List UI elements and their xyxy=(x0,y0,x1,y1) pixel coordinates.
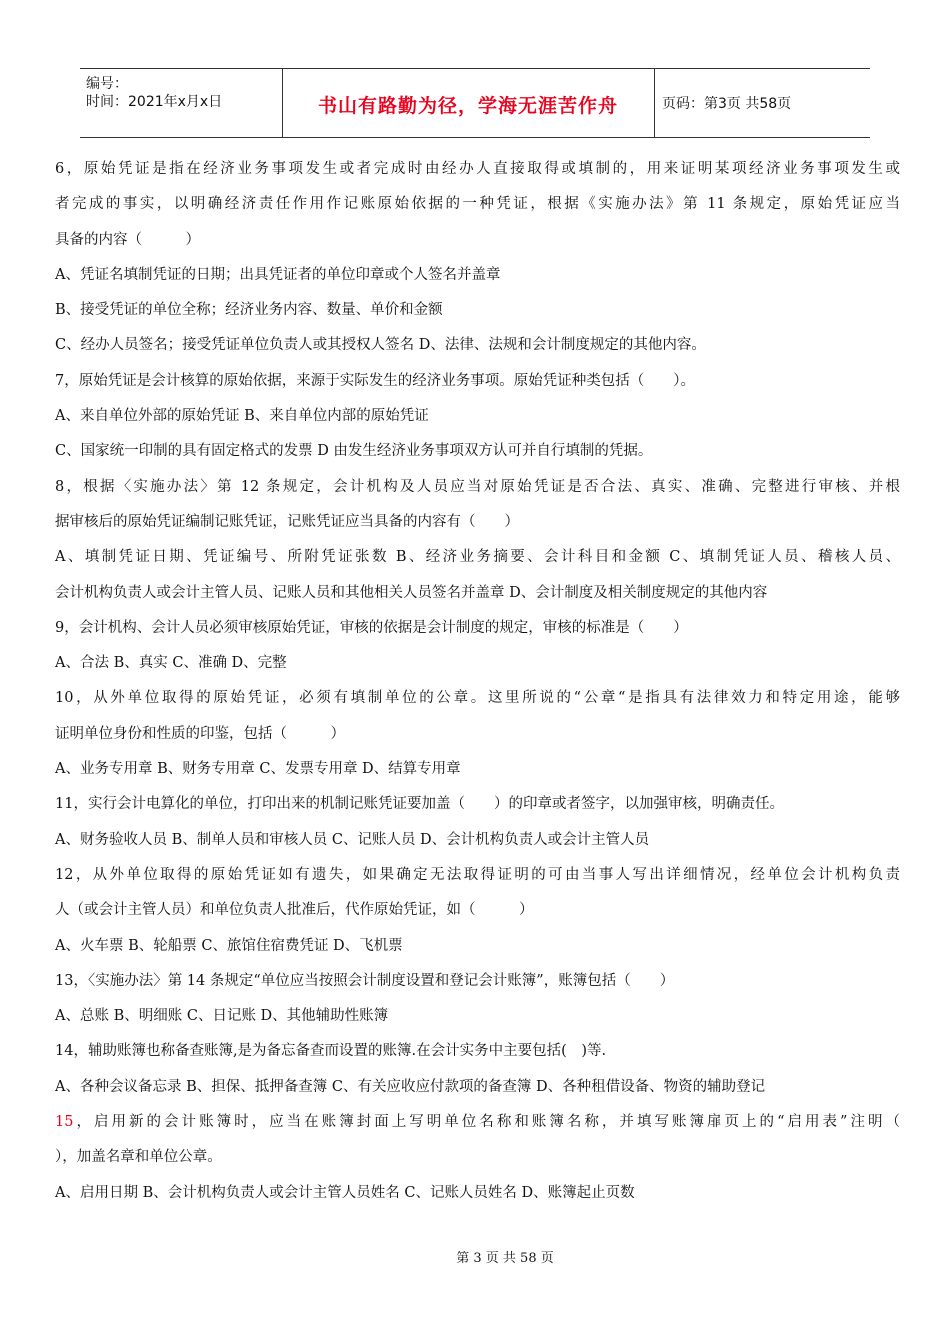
page-info: 页码：第3页 共58页 xyxy=(662,96,792,112)
page-header xyxy=(80,68,870,138)
text-line: 9，会计机构、会计人员必须审核原始凭证，审核的依据是会计制度的规定，审核的标准是（ ） xyxy=(55,619,688,636)
number-label: 编号： xyxy=(86,76,128,92)
text-line: A、合法 B、真实 C、准确 D、完整 xyxy=(55,655,287,672)
text-line: 者完成的事实，以明确经济责任作用作记账原始依据的一种凭证，根据《实施办法》第 11 条规定，原始凭证应当 xyxy=(55,196,900,213)
text-line: 具备的内容（ ） xyxy=(55,231,200,248)
question-15-number: 15 xyxy=(55,1114,74,1131)
text-line: 11，实行会计电算化的单位，打印出来的机制记账凭证要加盖（ ）的印章或者签字，以加强审核，明确责任。 xyxy=(55,796,784,813)
text-line: A、财务验收人员 B、制单人员和审核人员 C、记账人员 D、会计机构负责人或会计主管人员 xyxy=(55,831,650,848)
text-line: ，启用新的会计账簿时，应当在账簿封面上写明单位名称和账簿名称，并填写账簿扉页上的“启用表”注明（ xyxy=(73,1114,900,1131)
text-line: 14，辅助账簿也称备查账簿,是为备忘备查而设置的账簿.在会计实务中主要包括( )等. xyxy=(55,1043,607,1060)
header-meta xyxy=(80,69,283,137)
text-line: A、凭证名填制凭证的日期；出具凭证者的单位印章或个人签名并盖章 xyxy=(55,266,501,283)
question-15-line xyxy=(55,1105,900,1140)
text-line: C、国家统一印制的具有固定格式的发票 D 由发生经济业务事项双方认可并自行填制的凭据。 xyxy=(55,443,653,460)
text-line: 证明单位身份和性质的印鉴，包括（ ） xyxy=(55,725,345,742)
text-line: 12，从外单位取得的原始凭证如有遗失，如果确定无法取得证明的可由当事人写出详细情况，经单位会计机构负责 xyxy=(55,866,900,883)
text-line: A、来自单位外部的原始凭证 B、来自单位内部的原始凭证 xyxy=(55,408,429,425)
text-line: A、总账 B、明细账 C、日记账 D、其他辅助性账簿 xyxy=(55,1008,389,1025)
text-line: 人（或会计主管人员）和单位负责人批准后，代作原始凭证，如（ ） xyxy=(55,902,534,919)
text-line: C、经办人员签名；接受凭证单位负责人或其授权人签名 D、法律、法规和会计制度规定的其他内容。 xyxy=(55,337,706,354)
page-footer: 第 3 页 共 58 页 xyxy=(456,1251,554,1266)
text-line: A、各种会议备忘录 B、担保、抵押备查簿 C、有关应收应付款项的备查簿 D、各种租借设备、物资的辅助登记 xyxy=(55,1078,766,1095)
date-label: 时间：2021年x月x日 xyxy=(86,94,223,110)
text-line: 8，根据〈实施办法〉第 12 条规定，会计机构及人员应当对原始凭证是否合法、真实、准确、完整进行审核、并根 xyxy=(55,478,900,495)
motto: 书山有路勤为径，学海无涯苦作舟 xyxy=(317,95,618,117)
text-line: A、业务专用章 B、财务专用章 C、发票专用章 D、结算专用章 xyxy=(55,761,461,778)
text-line: 会计机构负责人或会计主管人员、记账人员和其他相关人员签名并盖章 D、会计制度及相关制度规定的其他内容 xyxy=(55,584,768,601)
header-motto-cell xyxy=(282,69,655,137)
text-line: B、接受凭证的单位全称；经济业务内容、数量、单价和金额 xyxy=(55,302,443,319)
text-line: 据审核后的原始凭证编制记账凭证，记账凭证应当具备的内容有（ ） xyxy=(55,513,519,530)
text-line: A、填制凭证日期、凭证编号、所附凭证张数 B、经济业务摘要、会计科目和金额 C、填制凭证人员、稽核人员、 xyxy=(55,549,900,566)
text-line: A、火车票 B、轮船票 C、旅馆住宿费凭证 D、飞机票 xyxy=(55,937,403,954)
text-line: 13，〈实施办法〉第 14 条规定“单位应当按照会计制度设置和登记会计账簿”，账簿包括（ ） xyxy=(55,972,675,989)
header-page-cell xyxy=(654,69,870,137)
text-line: ），加盖名章和单位公章。 xyxy=(55,1149,222,1166)
text-line: 10，从外单位取得的原始凭证，必须有填制单位的公章。这里所说的“公章“是指具有法律效力和特定用途，能够 xyxy=(55,690,900,707)
text-line: 6，原始凭证是指在经济业务事项发生或者完成时由经办人直接取得或填制的，用来证明某项经济业务事项发生或 xyxy=(55,161,900,177)
text-line: A、启用日期 B、会计机构负责人或会计主管人员姓名 C、记账人员姓名 D、账簿起止页数 xyxy=(55,1184,635,1201)
text-line: 7，原始凭证是会计核算的原始依据，来源于实际发生的经济业务事项。原始凭证种类包括（ ）。 xyxy=(55,372,695,389)
document-body xyxy=(55,152,900,1211)
